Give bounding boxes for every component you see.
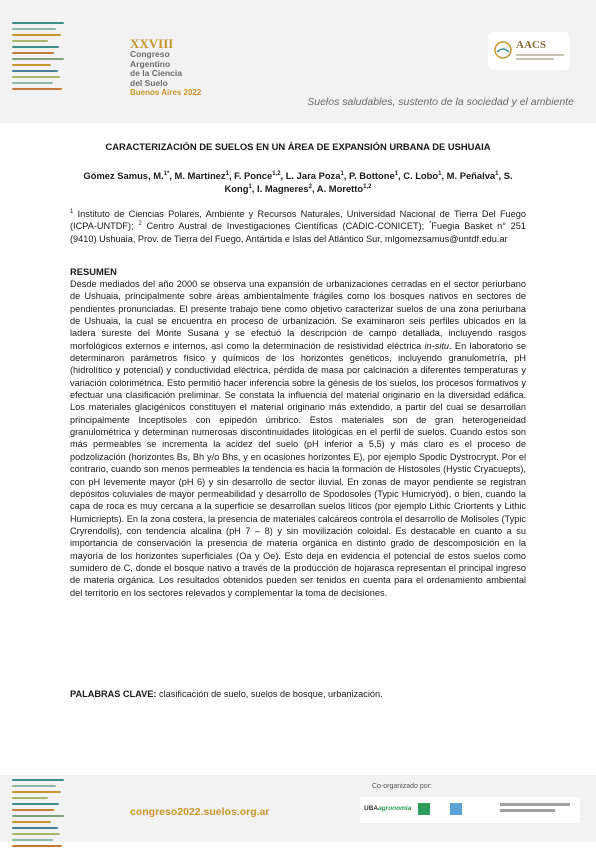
ministry-logo-line (500, 803, 570, 806)
decorative-stripe (12, 785, 56, 787)
page-header (0, 0, 596, 123)
decorative-stripe (12, 34, 61, 36)
aacs-subtitle-line (516, 58, 554, 60)
decorative-stripe (12, 70, 58, 72)
congress-url[interactable]: congreso2022.suelos.org.ar (130, 806, 270, 818)
decorative-stripe (12, 58, 64, 60)
sponsor-emblem-icon (418, 803, 430, 815)
decorative-stripe (12, 815, 64, 817)
decorative-stripe (12, 845, 62, 847)
congress-name-line: de la Ciencia (130, 68, 182, 78)
decorative-stripe (12, 82, 53, 84)
affiliations: $^1$ Instituto de Ciencias Polares, Ambiente y Recursos Naturales, Universidad Nacional de Tierra Del Fuego (ICPA-UNTDF); $^2$ Centro Austral de Investigaciones Científicas (CADIC-CONICET); *Fuegia Basket n° 251 (9410) Ushuaia, Prov. de Tierra del Fuego, Antártida e Islas del Atlántico Sur, mlgomezsamus@untdf.edu.ar (70, 208, 526, 244)
aacs-name: AACS (516, 39, 546, 51)
decorative-stripe (12, 88, 62, 90)
decorative-stripe (12, 64, 51, 66)
sponsor-emblem-icon (450, 803, 462, 815)
decorative-stripe (12, 76, 60, 78)
decorative-stripe (12, 22, 64, 24)
keywords-label: PALABRAS CLAVE: (70, 689, 157, 699)
decorative-stripes (12, 779, 64, 851)
uba-agronomia-logo: UBAagronomía (364, 805, 412, 812)
abstract-body: Desde mediados del año 2000 se observa una expansión de urbanizaciones cerradas en el sector periurbano de Ushuaia, principalmente sobre áreas ambientalmente frágiles como los bosques nativos en sectores de pendientes pronunciadas. El presente trabajo tiene como objetivo caracterizar suelos de una zona periurbana de Ushuaia, la cual se encuentra en proceso de urbanización. Se examinaron seis perfiles ubicados en la ladera sureste del Monte Susana y se efectuó la descripción de campo detallada, incluyendo rasgos morfológicos externos e internos, así como la determinación de resistividad eléctrica in-situ. En laboratorio se determinaron parámetros físico y químicos de los horizontes genéticos, incluyendo granulometría, pH (hidrolítico y potencial) y conductividad eléctrica, pérdida de masa por calcinación a diferentes temperaturas y variación colorimétrica. Esto permitió hacer inferencia sobre la génesis de los suelos, los procesos formativos y efectuar una clasificación preliminar. Se constata la influencia del material originario en la diversidad edáfica. Los materiales glacigénicos constituyen el material originario más extendido, a partir del cual se desarrollan principalmente Inceptisoles con epipedón úmbrico. Estos materiales son de gran heterogeneidad granulométrica y determinan numerosas discontinuidades litológicas en el perfil de suelos. Cuando estos son más permeables se incrementa la acidez del suelo (pH inferior a 5,5) y más claro es el proceso de podzolización (horizontes Bs, Bh y/o Bhs, y en ocasiones horizontes E), por ejemplo Spodic Dystrocrypt. Por el contrario, cuando son menos permeables la tendencia es hacia la formación de Histosoles (Hystic Cryacuepts), con pH levemente mayor (pH 6) y sin desarrollo de sector iluvial. En zonas de mayor pendiente se registran depósitos coluviales de mayor permeabilidad y desarrollo de Spodosoles (Typic Humicryod), o bien, cuando la capa de roca es muy cercana a la superficie se desarrollan suelos líticos (por ejemplo Lithic Criortents y Lithic Humicriepts). En la zona costera, la presencia de materiales calcáreos controla el desarrollo de Molisoles (Typic Cryrendolls), con tendencia alcalina (pH 7 – 8) y sin movilización coloidal. Es destacable en cuanto a su importancia de conservación la presencia de materia orgánica en distinto grado de descomposición en la mayoría de los horizontes superficiales (Oa y Oe). Esto deja en evidencia el potencial de estos suelos como sumidero de C, donde el bosque nativo a través de la producción de hojarasca representan el principal ingreso de materia orgánica. Los resultados obtenidos pueden ser tenidos en cuenta para el ordenamiento ambiental del territorio en los sectores relevados y complementar la toma de decisiones. (70, 279, 526, 598)
keywords (70, 689, 526, 699)
sponsor-logos (360, 797, 580, 823)
author-list: Gómez Samus, M.$^{1*}$, M. Martinez$^1$, F. Ponce$^{1,2}$, L. Jara Poza$^1$, P. Bottone$^1$, C. Lobo$^1$, M. Peñalva$^1$, S. Kong$^1$, I. Magneres$^2$, A. Moretto$^{1,2}$ (83, 170, 513, 194)
decorative-stripe (12, 803, 59, 805)
congress-name-line: del Suelo (130, 77, 168, 88)
decorative-stripe (12, 28, 56, 30)
aacs-subtitle-line (516, 54, 564, 56)
congress-place-year: Buenos Aires 2022 (130, 88, 202, 97)
decorative-stripe (12, 833, 60, 835)
decorative-stripe (12, 46, 59, 48)
decorative-stripe (12, 821, 51, 823)
congress-number: XXVIII (130, 36, 174, 51)
decorative-stripe (12, 791, 61, 793)
resumen-heading: RESUMEN (70, 266, 117, 277)
congress-name-line: Congreso (130, 49, 170, 59)
decorative-stripe (12, 797, 48, 799)
congress-logo (130, 37, 220, 97)
aacs-logo (488, 32, 570, 70)
paper-title: CARACTERIZACIÓN DE SUELOS EN UN ÁREA DE EXPANSIÓN URBANA DE USHUAIA (105, 141, 491, 152)
congress-tagline: Suelos saludables, sustento de la sociedad y el ambiente (307, 96, 574, 108)
page-footer (0, 775, 596, 842)
decorative-stripes (12, 22, 64, 94)
decorative-stripe (12, 779, 64, 781)
decorative-stripe (12, 839, 53, 841)
coorganized-label: Co-organizado por: (372, 783, 432, 790)
decorative-stripe (12, 40, 48, 42)
congress-name-line: Argentino (130, 58, 171, 69)
keywords-text: clasificación de suelo, suelos de bosque, urbanización. (156, 689, 383, 699)
decorative-stripe (12, 827, 58, 829)
ministry-logo-line (500, 809, 555, 812)
decorative-stripe (12, 809, 54, 811)
decorative-stripe (12, 52, 54, 54)
aacs-emblem-icon (494, 41, 512, 59)
